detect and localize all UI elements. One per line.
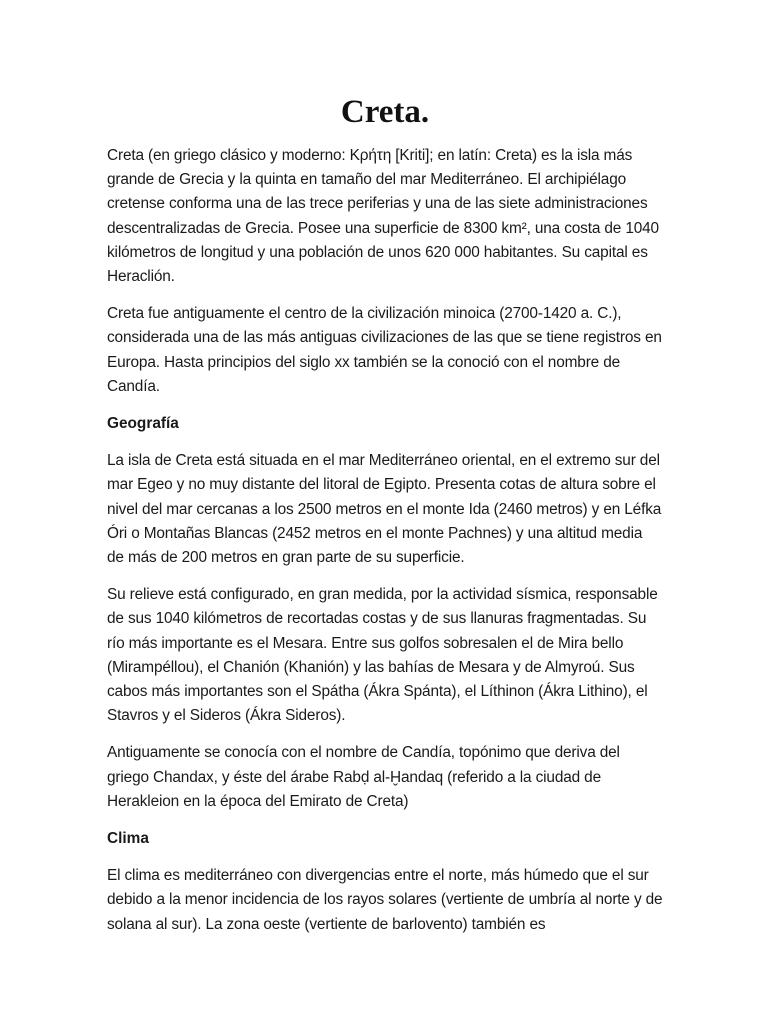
- paragraph-climate: El clima es mediterráneo con divergencias entre el norte, más húmedo que el sur debido a la menor incidencia de los rayos solares (vertiente de umbría al norte y de solana al sur). La zona oeste (vertiente de barlovento) también es: [107, 867, 663, 933]
- paragraph-name-origin: Antiguamente se conocía con el nombre de Candía, topónimo que deriva del griego Chandax, y éste del árabe Rabḍ al-Ḫandaq (referido a la ciudad de Herakleion en la época del Emirato de Creta): [107, 744, 620, 810]
- paragraph-history: Creta fue antiguamente el centro de la civilización minoica (2700-1420 a. C.), considerada una de las más antiguas civilizaciones de las que se tiene registros en Europa. Hasta principios del siglo xx también se la conoció con el nombre de Candía.: [107, 305, 662, 395]
- document-title: Creta.: [340, 94, 430, 130]
- document-body: [107, 0, 663, 937]
- section-heading-clima: Clima: [107, 830, 149, 848]
- section-heading-geografia: Geografía: [107, 415, 179, 433]
- paragraph-relief: Su relieve está configurado, en gran medida, por la actividad sísmica, responsable de sus 1040 kilómetros de recortadas costas y de sus llanuras fragmentadas. Su río más importante es el Mesara. Entre sus golfos sobresalen el de Mira bello (Mirampéllou), el Chanión (Khanión) y las bahías de Mesara y de Almyroú. Sus cabos más importantes son el Spátha (Ákra Spánta), el Líthinon (Ákra Lithino), el Stavros y el Sideros (Ákra Sideros).: [107, 586, 658, 725]
- paragraph-intro: Creta (en griego clásico y moderno: Κρήτη [Kriti]; en latín: Creta) es la isla más grande de Grecia y la quinta en tamaño del mar Mediterráneo. El archipiélago cretense conforma una de las trece periferias y una de las siete administraciones descentralizadas de Grecia. Posee una superficie de 8300 km², una costa de 1040 kilómetros de longitud y una población de unos 620 000 habitantes. Su capital es Heraclión.: [107, 147, 659, 286]
- paragraph-location: La isla de Creta está situada en el mar Mediterráneo oriental, en el extremo sur del mar Egeo y no muy distante del litoral de Egipto. Presenta cotas de altura sobre el nivel del mar cercanas a los 2500 metros en el monte Ida (2460 metros) y en Léfka Óri o Montañas Blancas (2452 metros en el monte Pachnes) y una altitud media de más de 200 metros en gran parte de su superficie.: [107, 452, 662, 567]
